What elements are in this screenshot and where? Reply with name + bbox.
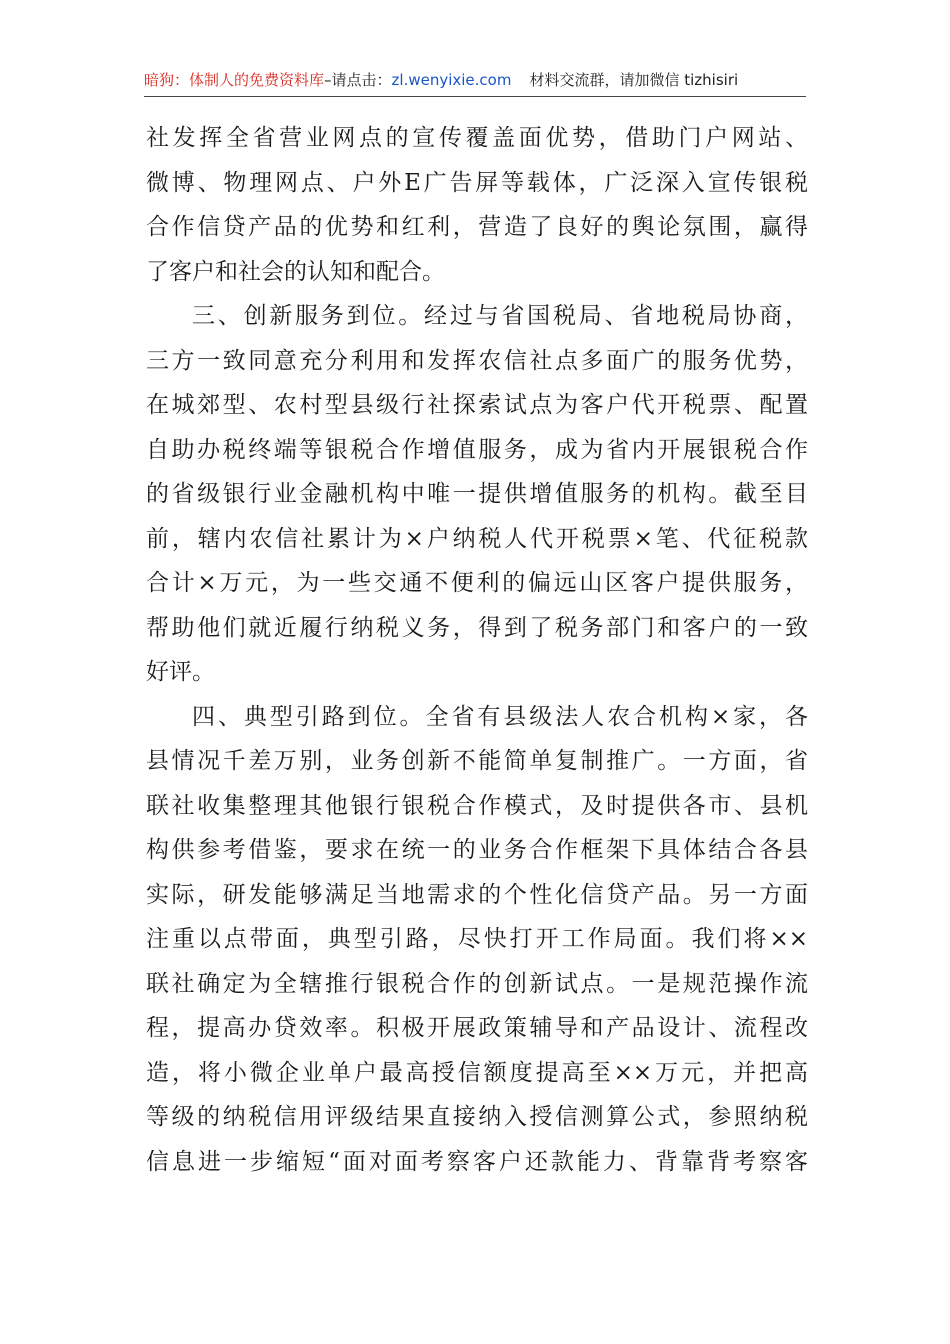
header-contact: 材料交流群，请加微信 tizhisiri: [529, 71, 739, 89]
page-header: [144, 66, 806, 97]
header-brand: 暗狗：体制人的免费资料库: [144, 71, 325, 89]
body-line: 社发挥全省营业网点的宣传覆盖面优势，借助门户网站、: [146, 125, 808, 151]
body-line: 等级的纳税信用评级结果直接纳入授信测算公式，参照纳税: [146, 1104, 808, 1130]
body-line: 了客户和社会的认知和配合。: [146, 258, 445, 285]
body-line: 微博、物理网点、户外E广告屏等载体，广泛深入宣传银税: [146, 169, 808, 196]
body-line: 合计×万元，为一些交通不便利的偏远山区客户提供服务，: [146, 570, 808, 596]
header-url-link[interactable]: zl.wenyixie.com: [391, 71, 512, 89]
body-line: 联社确定为全辖推行银税合作的创新试点。一是规范操作流: [146, 970, 808, 997]
header-link-prefix: –请点击：: [324, 71, 392, 89]
paragraph-three-heading-line: 三、创新服务到位。经过与省国税局、省地税局协商，: [192, 303, 808, 329]
body-line: 合作信贷产品的优势和红利，营造了良好的舆论氛围，赢得: [146, 214, 808, 240]
body-line: 构供参考借鉴，要求在统一的业务合作框架下具体结合各县: [146, 837, 808, 863]
body-line: 实际，研发能够满足当地需求的个性化信贷产品。另一方面: [146, 881, 808, 908]
body-line: 三方一致同意充分利用和发挥农信社点多面广的服务优势，: [146, 347, 808, 374]
body-line: 县情况千差万别，业务创新不能简单复制推广。一方面，省: [146, 748, 808, 774]
paragraph-four-heading-line: 四、典型引路到位。全省有县级法人农合机构×家，各: [192, 703, 808, 730]
body-line: 造，将小微企业单户最高授信额度提高至××万元，并把高: [146, 1059, 808, 1086]
body-line: 联社收集整理其他银行银税合作模式，及时提供各市、县机: [146, 792, 808, 819]
body-line: 在城郊型、农村型县级行社探索试点为客户代开税票、配置: [146, 392, 808, 418]
body-line: 信息进一步缩短“面对面考察客户还款能力、背靠背考察客: [146, 1148, 808, 1175]
document-body: [146, 116, 808, 1184]
body-line: 的省级银行业金融机构中唯一提供增值服务的机构。截至目: [146, 481, 808, 507]
body-line: 好评。: [146, 659, 215, 685]
body-line: 帮助他们就近履行纳税义务，得到了税务部门和客户的一致: [146, 614, 808, 641]
body-line: 前，辖内农信社累计为×户纳税人代开税票×笔、代征税款: [146, 525, 808, 552]
body-line: 注重以点带面，典型引路，尽快打开工作局面。我们将××: [146, 926, 808, 952]
body-line: 自助办税终端等银税合作增值服务，成为省内开展银税合作: [146, 436, 808, 463]
body-line: 程，提高办贷效率。积极开展政策辅导和产品设计、流程改: [146, 1015, 808, 1041]
